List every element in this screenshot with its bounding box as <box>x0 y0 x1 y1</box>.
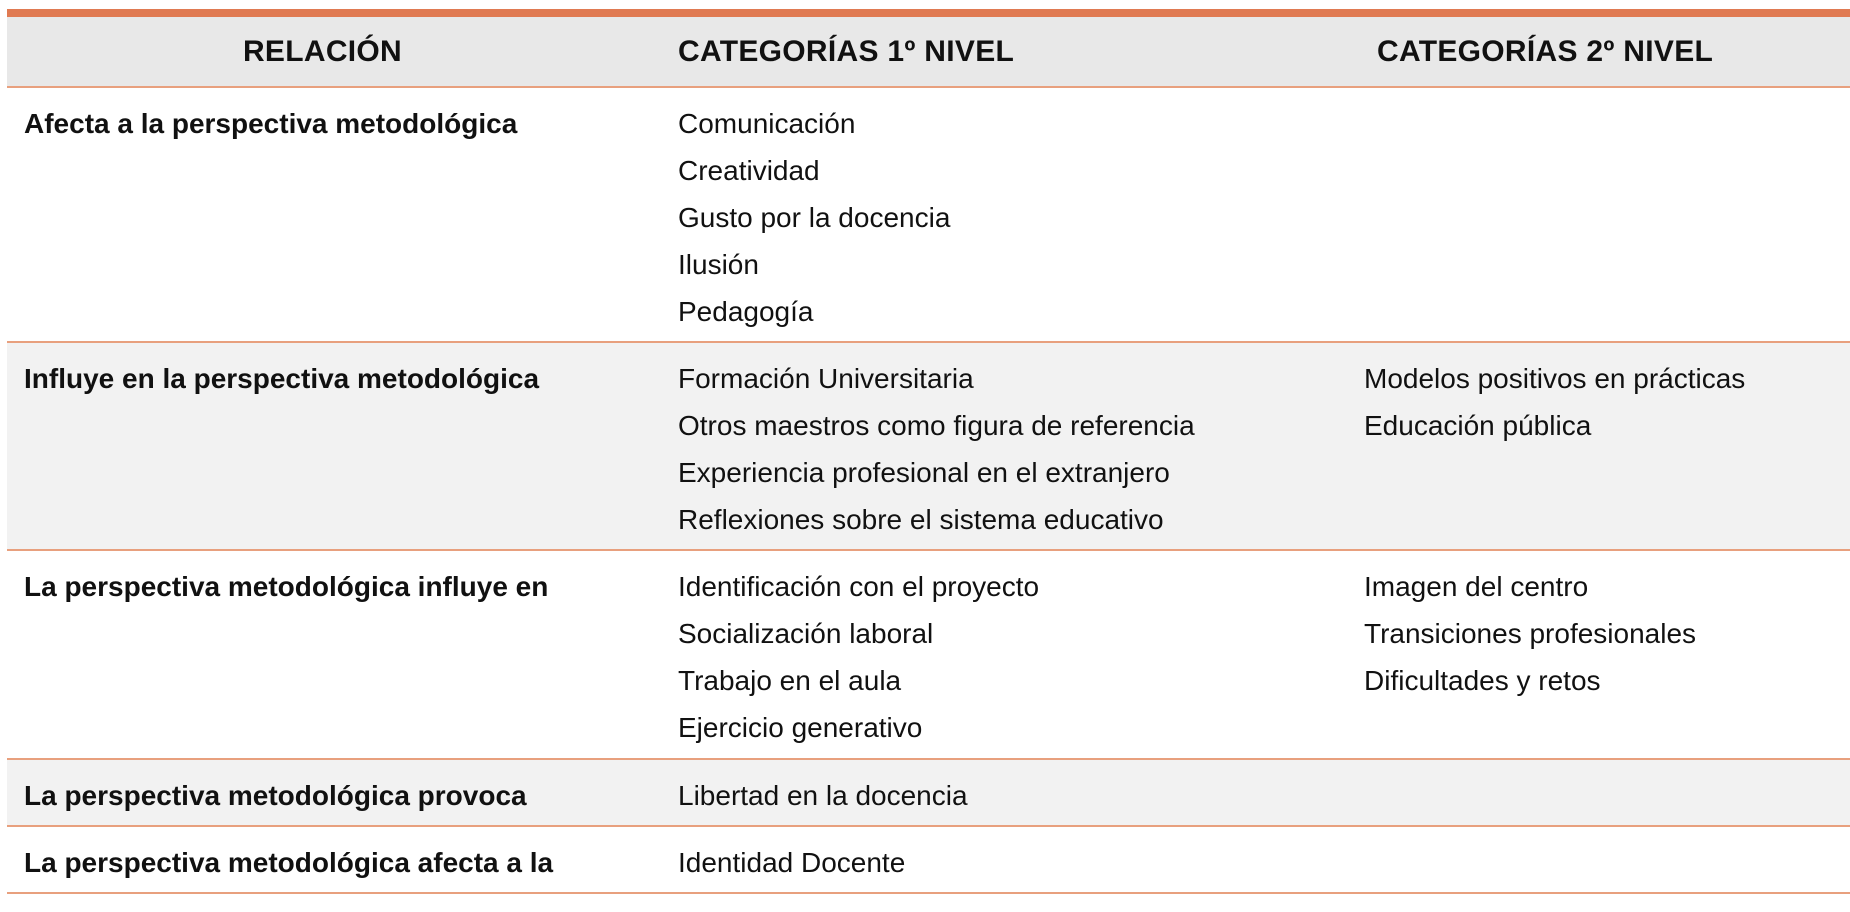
cat2-cell <box>1364 827 1850 892</box>
relacion-text: Influye en la perspectiva metodológica <box>24 363 540 394</box>
cat2-item: Educación pública <box>1364 410 1592 441</box>
table-row <box>7 343 1850 551</box>
relacion-text: La perspectiva metodológica provoca <box>24 780 527 811</box>
category-table <box>7 9 1850 894</box>
cat1-item: Ilusión <box>678 249 759 280</box>
cat1-item: Formación Universitaria <box>678 363 974 394</box>
cat2-cell <box>1364 551 1850 758</box>
cat2-item: Imagen del centro <box>1364 571 1589 602</box>
relacion-text: La perspectiva metodológica influye en <box>24 571 549 602</box>
table-row <box>7 88 1850 343</box>
cat1-item: Gusto por la docencia <box>678 202 951 233</box>
cat2-cell <box>1364 343 1850 549</box>
relacion-text: La perspectiva metodológica afecta a la <box>24 847 554 878</box>
table-row <box>7 551 1850 760</box>
header-relacion: RELACIÓN <box>242 35 403 68</box>
table-header-row <box>7 17 1850 88</box>
table-row <box>7 760 1850 827</box>
relacion-cell <box>7 827 678 892</box>
cat1-cell <box>678 827 1364 892</box>
cat1-item: Otros maestros como figura de referencia <box>678 410 1195 441</box>
cat2-item: Dificultades y retos <box>1364 665 1601 696</box>
cat2-cell <box>1364 760 1850 825</box>
relacion-cell <box>7 343 678 549</box>
table-row <box>7 827 1850 894</box>
cat2-cell <box>1364 88 1850 341</box>
cat1-cell <box>678 551 1364 758</box>
cat1-item: Ejercicio generativo <box>678 712 923 743</box>
cat1-item: Identidad Docente <box>678 847 906 878</box>
cat1-item: Pedagogía <box>678 296 814 327</box>
relacion-text: Afecta a la perspectiva metodológica <box>24 108 518 139</box>
cat1-cell <box>678 343 1364 549</box>
cat1-item: Socialización laboral <box>678 618 934 649</box>
relacion-cell <box>7 551 678 758</box>
header-categorias-2-nivel: CATEGORÍAS 2º NIVEL <box>1377 35 1714 68</box>
cat1-item: Experiencia profesional en el extranjero <box>678 457 1170 488</box>
cat1-cell <box>678 88 1364 341</box>
cat1-item: Comunicación <box>678 108 856 139</box>
cat1-item: Trabajo en el aula <box>678 665 902 696</box>
relacion-cell <box>7 760 678 825</box>
cat1-item: Creatividad <box>678 155 820 186</box>
cat2-item: Modelos positivos en prácticas <box>1364 363 1746 394</box>
cat1-cell <box>678 760 1364 825</box>
cat2-item: Transiciones profesionales <box>1364 618 1697 649</box>
cat1-item: Identificación con el proyecto <box>678 571 1040 602</box>
header-categorias-1-nivel: CATEGORÍAS 1º NIVEL <box>678 35 1015 68</box>
cat1-item: Reflexiones sobre el sistema educativo <box>678 504 1164 535</box>
cat1-item: Libertad en la docencia <box>678 780 968 811</box>
relacion-cell <box>7 88 678 341</box>
